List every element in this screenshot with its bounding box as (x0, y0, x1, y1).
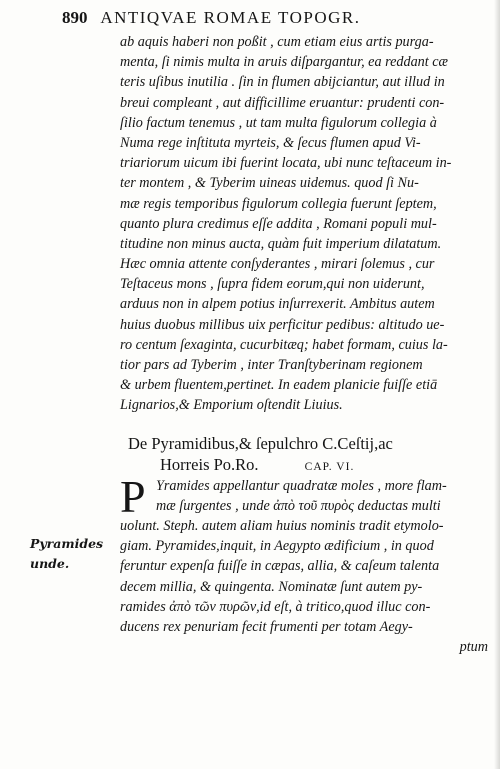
text-line: titudine non minus aucta, quàm fuit imperium dilatatum. (120, 235, 442, 252)
body-text-1 (120, 32, 492, 416)
text-line: giam. Pyramides,inquit, in Aegypto ædificium , in quod (120, 538, 434, 555)
text-line: feruntur expenſa fuiſſe in cæpas, allia, & caſeum talenta (120, 558, 440, 575)
text-line: triariorum uicum ibi fuerint locata, ubi nunc teſtaceum in- (120, 155, 452, 172)
section-title-text: Horreis Po.Ro. (160, 455, 259, 474)
marginal-note (30, 534, 110, 574)
text-line: menta, ſi nimis multa in aruis diſpargantur, ea reddant cæ (120, 54, 449, 71)
text-line: breui compleant , aut difficillime eruantur: prudenti con- (120, 94, 445, 111)
text-line: Yramides appellantur quadratæ moles , more flam- (156, 478, 447, 494)
text-line: huius duobus millibus uix perficitur pedibus: altitudo ue- (120, 316, 445, 333)
body-text-2 (120, 516, 492, 657)
text-line: quanto plura credimus eſſe addita , Romani populi mul- (120, 215, 437, 232)
section-title-line-1: De Pyramidibus,& ſepulchro C.Ceſtij,ac (128, 434, 393, 453)
text-line: & urbem fluentem,pertinet. In eadem planicie fuiſſe etiā (120, 377, 438, 394)
text-line: tior pars ad Tyberim , inter Tranſtyberinam regionem (120, 357, 423, 373)
text-line: Lignarios,& Emporium oſtendit Liuius. (120, 397, 343, 414)
text-line: Numa rege inſtituta myrteis, & ſecus flumen apud Vi- (120, 134, 421, 151)
text-line: decem millia, & quingenta. Nominatæ ſunt autem py- (120, 578, 423, 595)
text-line: mæ regis temporibus figulorum collegia fuerunt ſeptem, (120, 195, 437, 212)
marginal-note-line: unde. (30, 556, 70, 571)
section-title-line-2 (160, 455, 500, 477)
catchword: ptum (459, 639, 488, 656)
text-line: teris uſibus inutilia . ſin in flumen abijciantur, aut illud in (120, 74, 445, 91)
text-line: mæ ſurgentes , unde ἀπὸ τοῦ πυρὸς deductas multi (156, 498, 441, 515)
text-line: arduus non in alpem potius inſurrexerit. Ambitus autem (120, 296, 435, 313)
marginal-note-line: Pyramides (30, 536, 104, 551)
text-line: ab aquis haberi non poßit , cum etiam eius artis purga- (120, 34, 434, 50)
text-line: ramides ἀπὸ τῶν πυρῶν,id eſt, à tritico,quod illuc con- (120, 598, 431, 615)
body-text-2-indented (120, 476, 492, 516)
text-line: ro centum ſexaginta, cucurbitæq; habet formam, cuius la- (120, 336, 448, 353)
chapter-number: CAP. VI. (304, 461, 355, 473)
text-line: Teſtaceus mons , ſupra fidem eorum,qui non uiderunt, (120, 276, 425, 293)
running-header (62, 8, 490, 28)
text-line: ter montem , & Tyberim uineas uidemus. quod ſi Nu- (120, 175, 419, 192)
text-line: Hæc omnia attente conſyderantes , mirari ſolemus , cur (120, 256, 435, 273)
text-line: ducens rex penuriam fecit frumenti per totam Aegy- (120, 618, 413, 635)
page-number: 890 (62, 8, 88, 27)
running-title: ANTIQVAE ROMAE TOPOGR. (100, 8, 361, 27)
text-line: ſilio factum tenemus , ut tam multa figulorum collegia à (120, 114, 437, 131)
page-edge-shadow (494, 0, 500, 769)
text-line: uolunt. Steph. autem aliam huius nominis tradit etymolo- (120, 518, 444, 534)
drop-cap: P (120, 471, 146, 522)
